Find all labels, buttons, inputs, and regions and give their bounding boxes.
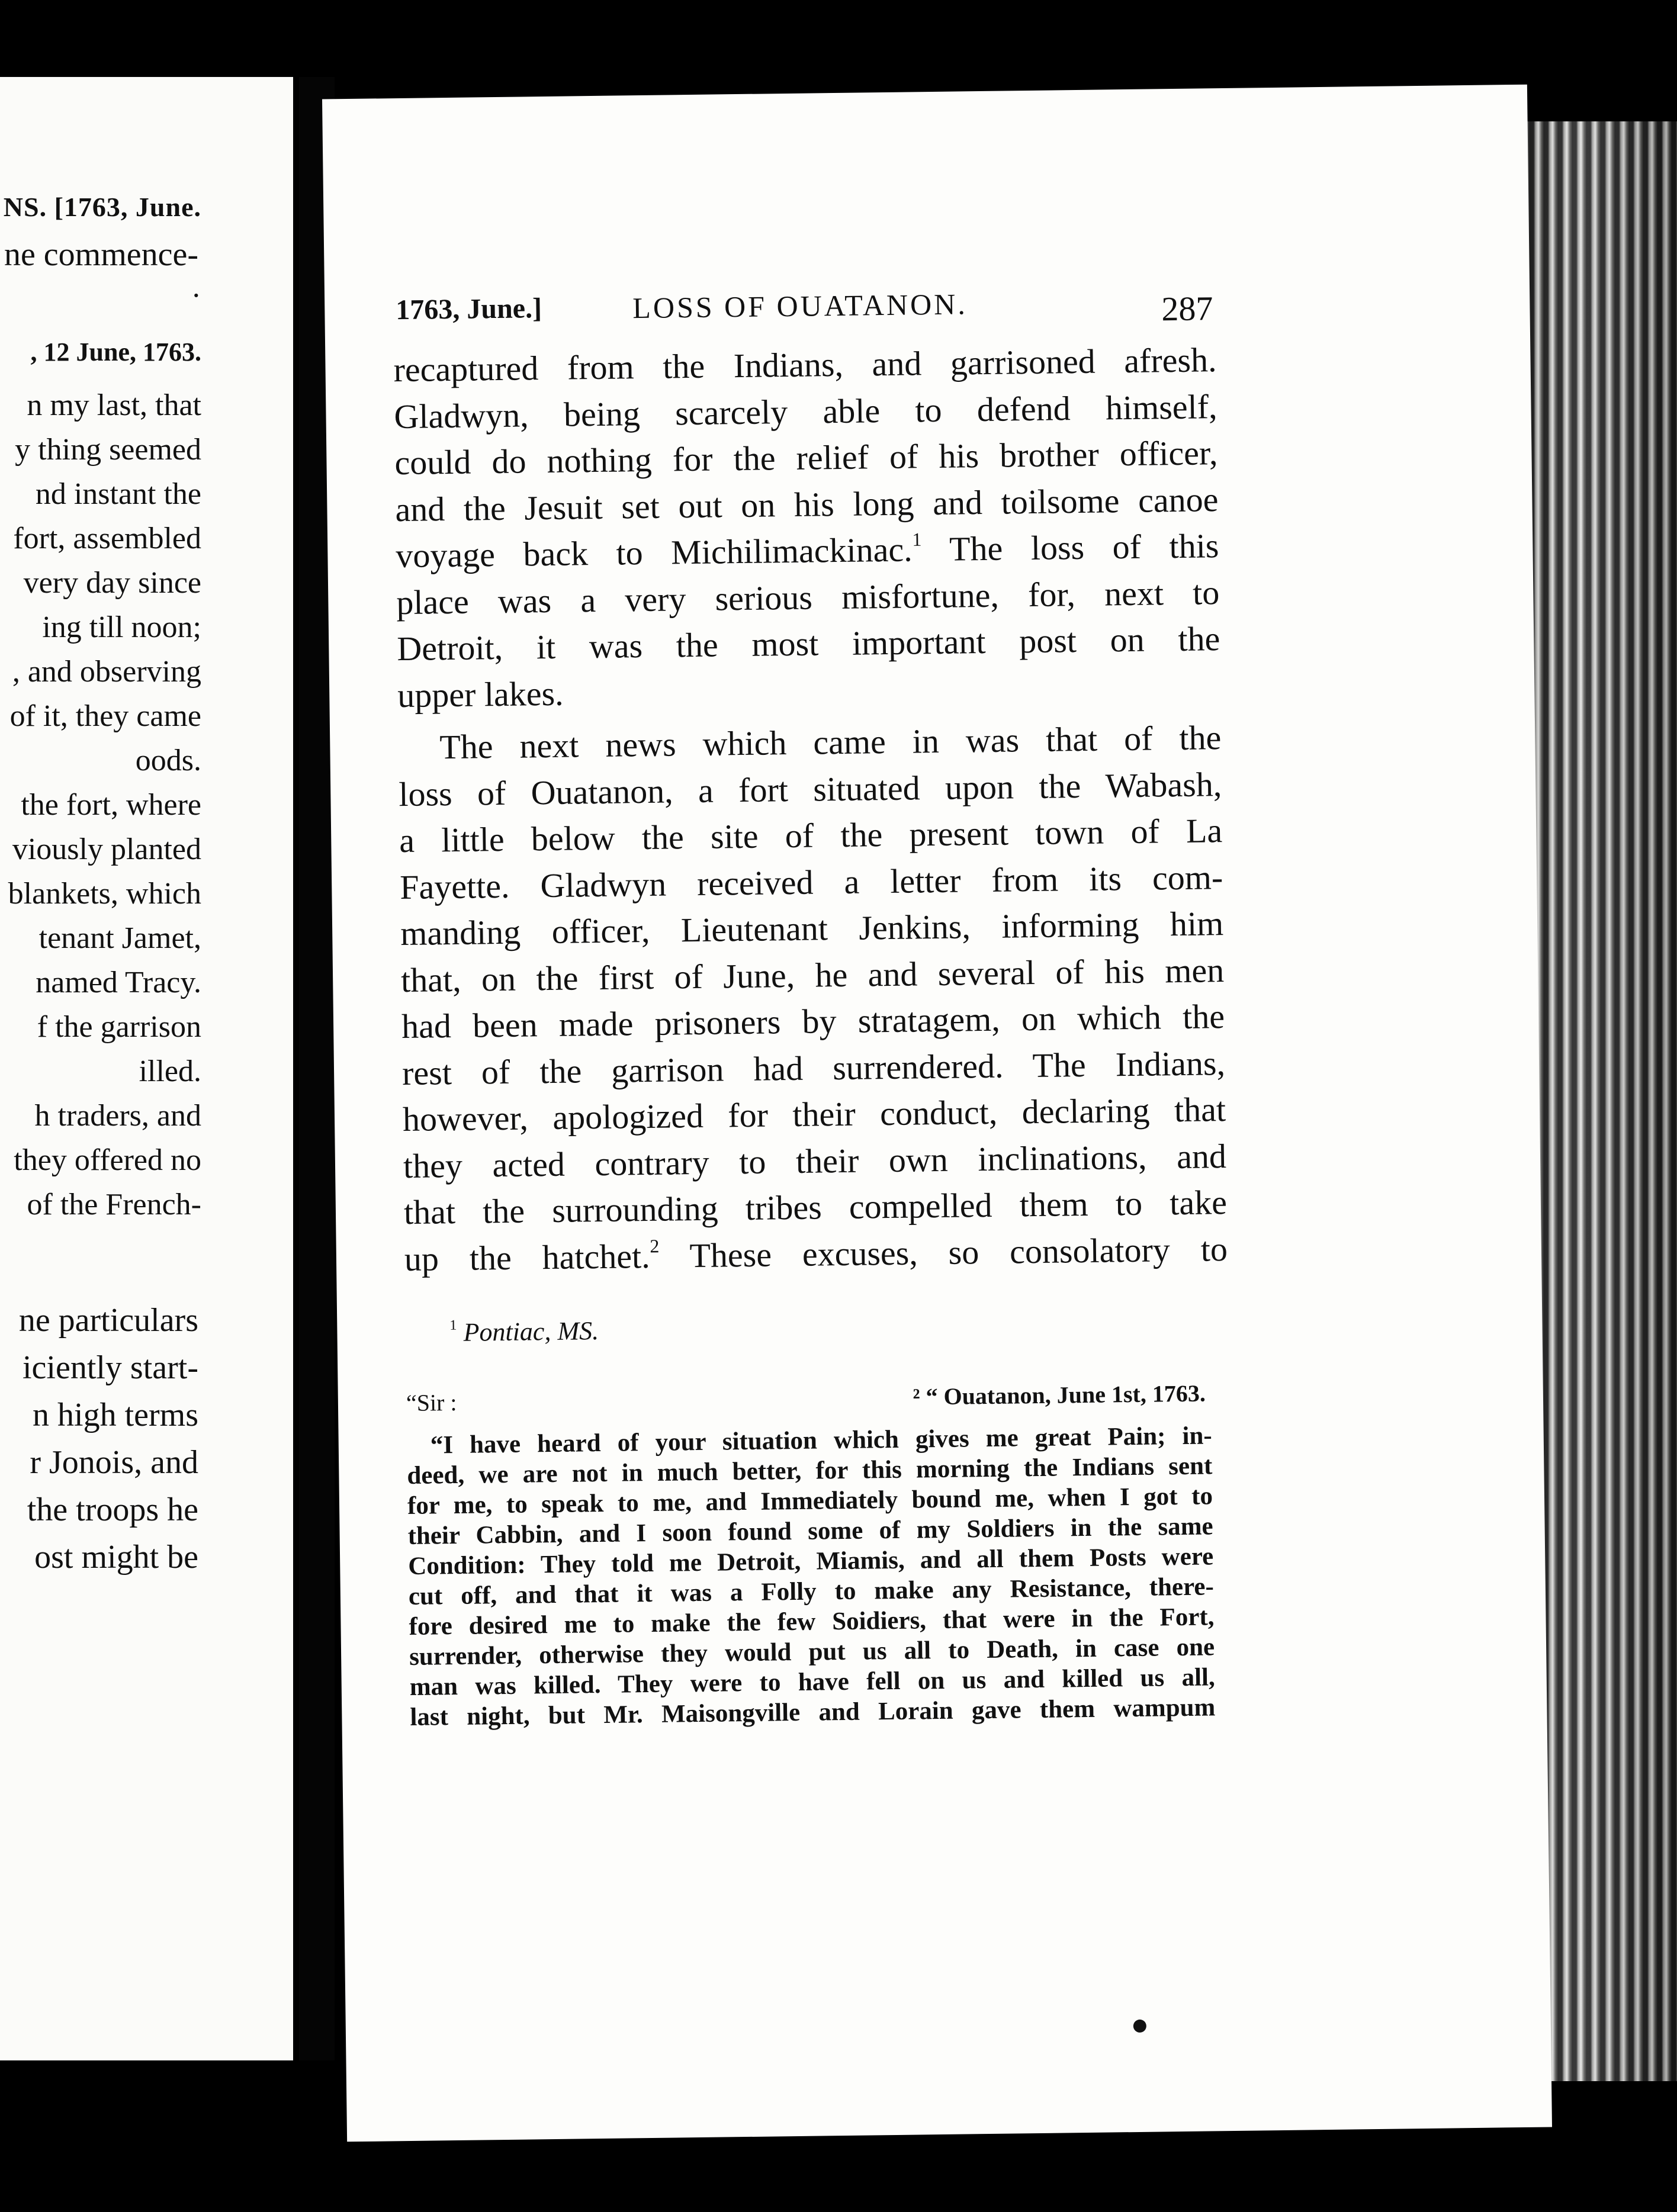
text-line xyxy=(404,1226,1228,1282)
footnote-2-header xyxy=(406,1379,1230,1425)
left-page-line: tenant Jamet, xyxy=(38,921,201,955)
left-page-line: they offered no xyxy=(14,1143,201,1177)
left-page-line: ne commence- xyxy=(4,236,198,273)
footnote-line: deed, we are not in much better, for this morning the Indians sent xyxy=(407,1452,1213,1490)
footnote-marker: 1 xyxy=(912,529,922,550)
left-page-line: h traders, and xyxy=(34,1099,201,1133)
left-page-line: ost might be xyxy=(34,1539,198,1576)
left-page-line: of the French- xyxy=(27,1188,201,1221)
text-line: recaptured from the Indians, and garrisoned afresh. xyxy=(393,340,1217,390)
text-line: upper lakes. xyxy=(397,674,564,715)
text-line: and the Jesuit set out on his long and toilsome canoe xyxy=(395,480,1219,529)
footnote-line: surrender, otherwise they would put us all to Death, in case one xyxy=(409,1633,1215,1671)
running-head-date: 1763, June.] xyxy=(396,292,542,326)
left-page-line: very day since xyxy=(23,566,201,600)
footnote-line: cut off, and that it was a Folly to make any Resistance, there- xyxy=(408,1573,1215,1610)
text-line: however, apologized for their conduct, declaring that xyxy=(402,1090,1226,1139)
footnote-1-text: Pontiac, MS. xyxy=(463,1316,599,1347)
body-text xyxy=(393,337,1228,1282)
footnote-line: man was killed. They were to have fell on us and killed us all, xyxy=(409,1663,1215,1701)
left-page-line: f the garrison xyxy=(37,1010,201,1044)
left-page-line: iciently start- xyxy=(22,1349,198,1386)
footnote-line: Condition: They told me Detroit, Miamis, and all them Posts were xyxy=(407,1542,1214,1580)
text-fragment: up the hatchet. xyxy=(404,1236,651,1278)
left-page-line: · xyxy=(191,279,201,313)
left-facing-page xyxy=(0,77,293,2060)
text-line: manding officer, Lieutenant Jenkins, informing him xyxy=(400,904,1224,953)
text-line: The next news which came in was that of the xyxy=(439,718,1222,767)
main-page xyxy=(322,85,1552,2142)
left-page-line: nd instant the xyxy=(35,477,201,511)
footnote-salutation: “Sir : xyxy=(406,1388,457,1416)
text-fragment: voyage back to Michilimackinac. xyxy=(396,530,913,575)
footnote-dateline: ² “ Ouatanon, June 1st, 1763. xyxy=(913,1380,1206,1410)
left-page-line: , and observing xyxy=(12,655,201,689)
left-page-line: the fort, where xyxy=(21,788,201,822)
left-page-line: n high terms xyxy=(33,1397,198,1433)
footnote-line: last night, but Mr. Maisongville and Lorain gave them wampum xyxy=(410,1693,1216,1731)
left-page-line: r Jonois, and xyxy=(30,1444,198,1481)
left-page-line: fort, assembled xyxy=(13,522,201,555)
left-page-line: ing till noon; xyxy=(42,610,201,644)
text-line: they acted contrary to their own inclinations, and xyxy=(403,1136,1227,1185)
footnote-2-text xyxy=(406,1420,1215,1732)
left-page-line: , 12 June, 1763. xyxy=(30,337,201,366)
text-line: could do nothing for the relief of his brother officer, xyxy=(394,433,1218,483)
text-fragment: These excuses, so consolatory to xyxy=(659,1229,1228,1275)
left-page-line: y thing seemed xyxy=(15,433,201,467)
text-line: that, on the first of June, he and several of his men xyxy=(400,950,1225,999)
text-line: Gladwyn, being scarcely able to defend himself, xyxy=(394,387,1217,436)
text-line: Fayette. Gladwyn received a letter from its com- xyxy=(399,857,1223,906)
footnote-line: their Cabbin, and I soon found some of my Soldiers in the same xyxy=(407,1512,1213,1550)
left-page-line: of it, they came xyxy=(9,699,201,733)
footnote-1 xyxy=(449,1316,599,1348)
text-line: that the surrounding tribes compelled them to take xyxy=(403,1183,1228,1232)
text-line: rest of the garrison had surrendered. The Indians, xyxy=(401,1043,1226,1092)
text-line: a little below the site of the present town of La xyxy=(399,811,1223,860)
running-head-title: LOSS OF OUATANON. xyxy=(632,287,968,325)
text-fragment: The loss of this xyxy=(921,526,1219,569)
running-head xyxy=(396,284,1213,341)
page-mark xyxy=(1133,2020,1146,2033)
left-page-line: blankets, which xyxy=(8,877,201,911)
footnote-line: “I have heard of your situation which gives me great Pain; in- xyxy=(430,1422,1212,1459)
footnote-line: for me, to speak to me, and Immediately bound me, when I got to xyxy=(407,1482,1213,1520)
text-line: had been made prisoners by stratagem, on which the xyxy=(401,997,1225,1046)
left-page-line: ne particulars xyxy=(18,1302,198,1339)
left-page-line: illed. xyxy=(139,1054,201,1088)
footnote-number: 1 xyxy=(449,1317,457,1333)
text-line: Detroit, it was the most important post on the xyxy=(396,619,1220,668)
left-page-line: named Tracy. xyxy=(36,966,201,999)
left-page-line: NS. [1763, June. xyxy=(3,192,201,222)
left-page-line: viously planted xyxy=(12,832,201,866)
left-page-line: the troops he xyxy=(27,1491,198,1528)
text-line: place was a very serious misfortune, for, next to xyxy=(396,573,1220,622)
left-page-line: oods. xyxy=(135,744,201,777)
left-page-line: n my last, that xyxy=(27,388,201,422)
page-number: 287 xyxy=(1161,289,1213,329)
text-line: loss of Ouatanon, a fort situated upon the Wabash, xyxy=(398,764,1222,814)
footnote-line: fore desired me to make the few Soidiers, that were in the Fort, xyxy=(409,1603,1215,1641)
footnote-marker: 2 xyxy=(650,1235,660,1256)
